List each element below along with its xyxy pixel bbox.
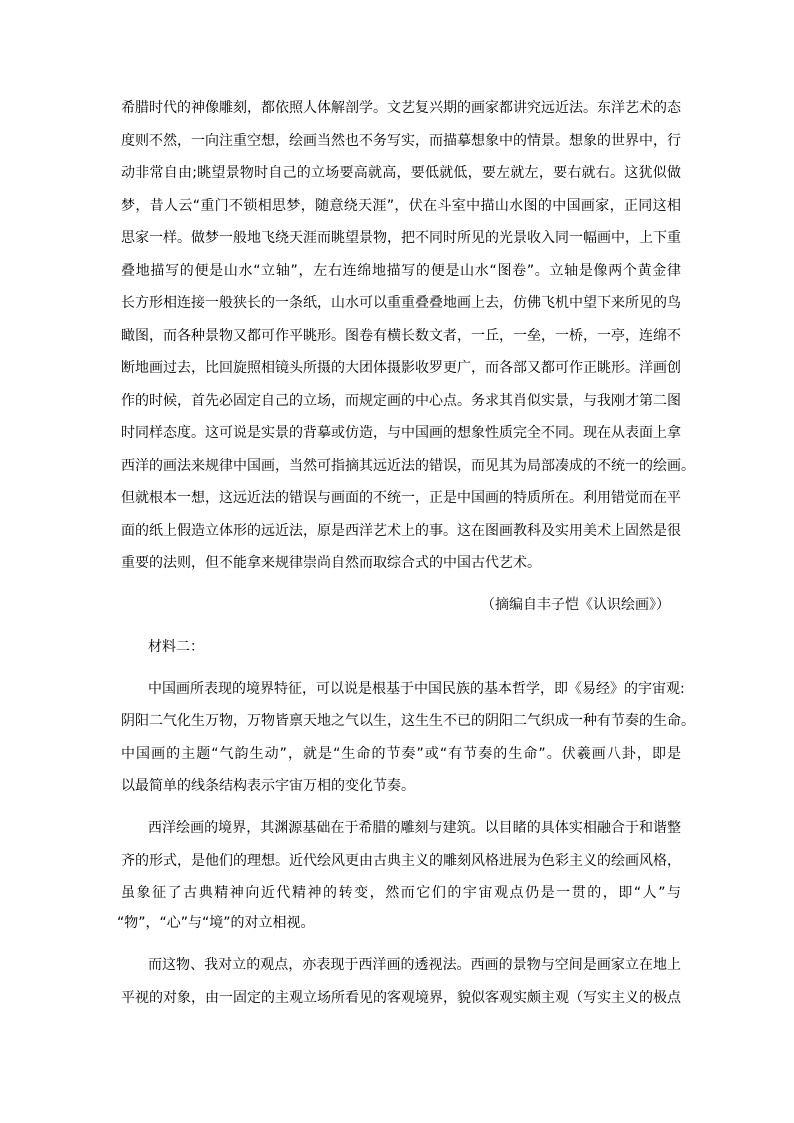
text-line: 瞰图，而各种景物又都可作平眺形。图卷有横长数文者，一丘，一垒，一桥，一亭，连绵不 — [121, 328, 681, 344]
text-line: 思家一样。做梦一般地飞绕天涯而眺望景物，把不同时所见的光景收入同一幅画中，上下重 — [121, 230, 681, 246]
text-line: 作的时候，首先必固定自己的立场，而规定画的中心点。务求其肖似实景，与我刚才第二图 — [121, 393, 681, 409]
text-line: 平视的对象，由一固定的主观立场所看见的客观境界，貌似客观实颇主观（写实主义的极点 — [121, 990, 681, 1006]
text-line: 而这物、我对立的观点，亦表现于西洋画的透视法。西画的景物与空间是画家立在地上 — [148, 957, 681, 973]
text-line: 齐的形式，是他们的理想。近代绘风更由古典主义的雕刻风格进展为色彩主义的绘画风格， — [121, 853, 681, 869]
text-line: 但就根本一想，这远近法的错误与画面的不统一，正是中国画的特质所在。利用错觉而在平 — [121, 490, 681, 506]
text-line: 长方形相连接一般狭长的一条纸，山水可以重重叠叠地画上去，仿佛飞机中望下来所见的鸟 — [121, 295, 681, 311]
text-line: 梦，昔人云“重门不锁相思梦，随意绕天涯”，伏在斗室中描山水图的中国画家，正同这相 — [121, 198, 681, 214]
text-line: 断地画过去，比回旋照相镜头所摄的大团体摄影收罗更广，而各部又都可作正眺形。洋画创 — [121, 360, 681, 376]
text-line: 中国画的主题“气韵生动”，就是“生命的节奏”或“有节奏的生命”。伏羲画八卦，即是 — [121, 746, 681, 762]
text-line: 面的纸上假造立体形的远近法，原是西洋艺术上的事。这在图画教科及实用美术上固然是很 — [121, 523, 681, 539]
text-line: 叠地描写的便是山水“立轴”，左右连绵地描写的便是山水“图卷”。立轴是像两个黄金律 — [121, 263, 681, 279]
text-line: 阴阳二气化生万物，万物皆禀天地之气以生，这生生不已的阴阳二气织成一种有节奏的生命。 — [121, 713, 695, 729]
text-line: 西洋的画法来规律中国画，当然可指摘其远近法的错误，而见其为局部凑成的不统一的绘画。 — [121, 458, 695, 474]
text-line: 以最简单的线条结构表示宇宙万相的变化节奏。 — [121, 778, 415, 794]
text-line: 虽象征了古典精神向近代精神的转变，然而它们的宇宙观点仍是一贯的，即“人”与 — [121, 885, 681, 901]
text-line: 时同样态度。这可说是实景的背摹或仿造，与中国画的想象性质完全不同。现在从表面上拿 — [121, 425, 681, 441]
text-line: 希腊时代的神像雕刻，都依照人体解剖学。文艺复兴期的画家都讲究远近法。东洋艺术的态 — [121, 100, 681, 116]
text-line: 中国画所表现的境界特征，可以说是根基于中国民族的基本哲学，即《易经》的宇宙观: — [148, 681, 685, 697]
text-line: “物”，“心”与“境”的对立相视。 — [117, 915, 315, 931]
text-line: 西洋绘画的境界，其渊源基础在于希腊的雕刻与建筑。以目睹的具体实相融合于和谐整 — [148, 820, 681, 836]
text-line: 重要的法则，但不能拿来规律崇尚自然而取综合式的中国古代艺术。 — [121, 555, 541, 571]
text-line: 度则不然，一向注重空想，绘画当然也不务写实，而描摹想象中的情景。想象的世界中，行 — [121, 133, 681, 149]
section-label: 材料二： — [148, 639, 204, 655]
source-citation: （摘编自丰子恺《认识绘画》） — [481, 597, 670, 613]
text-line: 动非常自由;眺望景物时自己的立场要高就高，要低就低，要左就左，要右就右。这犹似做 — [121, 165, 681, 181]
